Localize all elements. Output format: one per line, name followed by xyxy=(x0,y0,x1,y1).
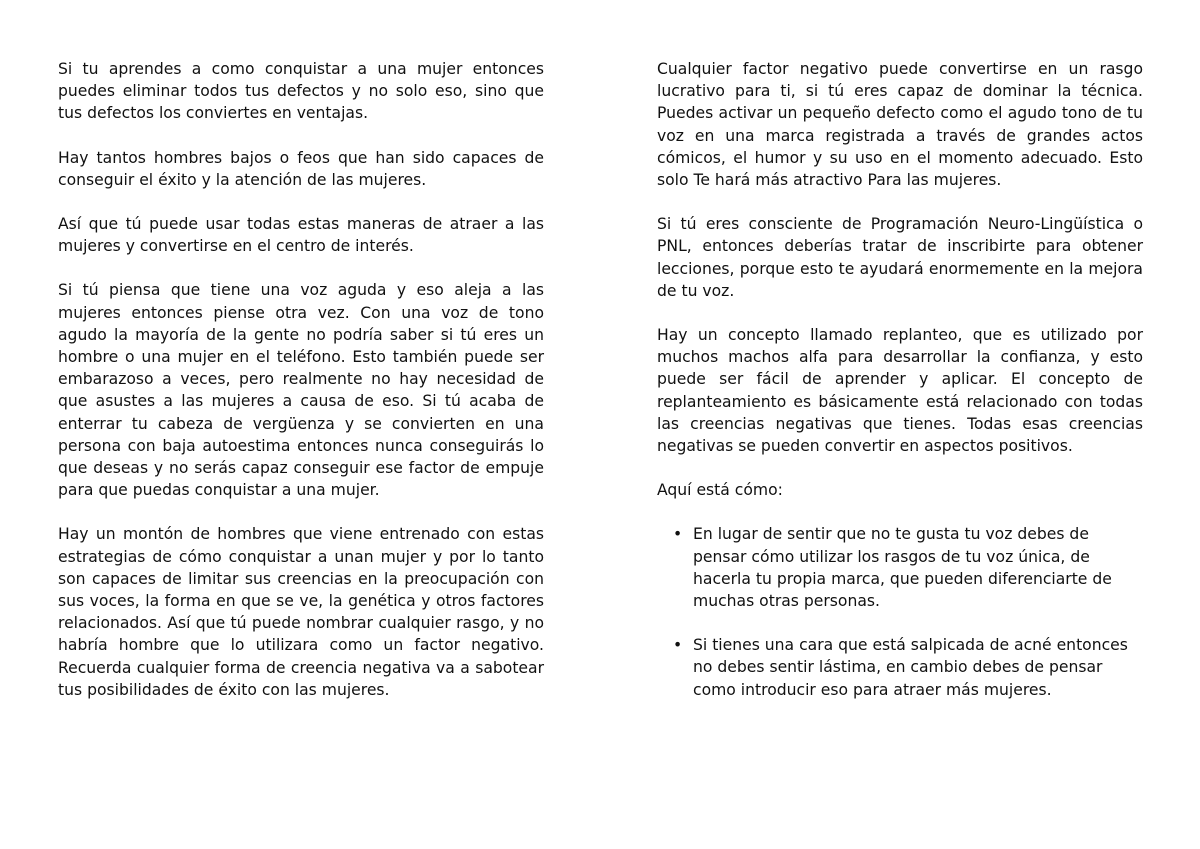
paragraph: Aquí está cómo: xyxy=(657,481,783,500)
paragraph: Así que tú puede usar todas estas maneras de atraer a las mujeres y convertirse en el centro de interés. xyxy=(58,215,544,256)
paragraph: Hay un montón de hombres que viene entrenado con estas estrategias de cómo conquistar a unan mujer y por lo tanto son capaces de limitar sus creencias en la preocupación con sus voces, la forma en que se ve, la genética y otros factores relacionados. Así que tú puede nombrar cualquier rasgo, y no habría hombre que lo utilizara como un factor negativo. Recuerda cualquier forma de creencia negativa va a sabotear tus posibilidades de éxito con las mujeres. xyxy=(58,525,544,699)
paragraph: Si tú eres consciente de Programación Neuro-Lingüística o PNL, entonces deberías tratar de inscribirte para obtener lecciones, porque esto te ayudará enormemente en la mejora de tu voz. xyxy=(657,215,1143,300)
paragraph: Cualquier factor negativo puede convertirse en un rasgo lucrativo para ti, si tú eres capaz de dominar la técnica. Puedes activar un pequeño defecto como el agudo tono de tu voz en una marca registrada a través de grandes actos cómicos, el humor y su uso en el momento adecuado. Esto solo Te hará más atractivo Para las mujeres. xyxy=(657,60,1143,190)
list-item xyxy=(657,634,1143,701)
paragraph: Si tu aprendes a como conquistar a una mujer entonces puedes eliminar todos tus defectos y no solo eso, sino que tus defectos los conviertes en ventajas. xyxy=(58,60,544,123)
paragraph: Si tú piensa que tiene una voz aguda y eso aleja a las mujeres entonces piense otra vez. Con una voz de tono agudo la mayoría de la gente no podría saber si tú eres un hombre o una mujer en el teléfono. Esto también puede ser embarazoso a veces, pero realmente no hay necesidad de que asustes a las mujeres a causa de eso. Si tú acaba de enterrar tu cabeza de vergüenza y se convierten en una persona con baja autoestima entonces nunca conseguirás lo que deseas y no serás capaz conseguir ese factor de empuje para que puedas conquistar a una mujer. xyxy=(58,281,544,500)
bullet-list xyxy=(657,523,1143,700)
bullet-icon: • xyxy=(673,636,683,655)
list-item-text: Si tienes una cara que está salpicada de acné entonces no debes sentir lástima, en cambio debes de pensar como introducir eso para atraer más mujeres. xyxy=(693,636,1128,699)
paragraph: Hay un concepto llamado replanteo, que es utilizado por muchos machos alfa para desarrollar la confianza, y esto puede ser fácil de aprender y aplicar. El concepto de replanteamiento es básicamente está relacionado con todas las creencias negativas que tienes. Todas esas creencias negativas se pueden convertir en aspectos positivos. xyxy=(657,326,1143,456)
list-item-text: En lugar de sentir que no te gusta tu voz debes de pensar cómo utilizar los rasgos de tu voz única, de hacerla tu propia marca, que pueden diferenciarte de muchas otras personas. xyxy=(693,525,1112,611)
left-column xyxy=(58,58,544,723)
bullet-icon: • xyxy=(673,525,683,544)
right-column xyxy=(657,58,1143,723)
paragraph: Hay tantos hombres bajos o feos que han sido capaces de conseguir el éxito y la atención de las mujeres. xyxy=(58,148,544,189)
list-item xyxy=(657,523,1143,612)
